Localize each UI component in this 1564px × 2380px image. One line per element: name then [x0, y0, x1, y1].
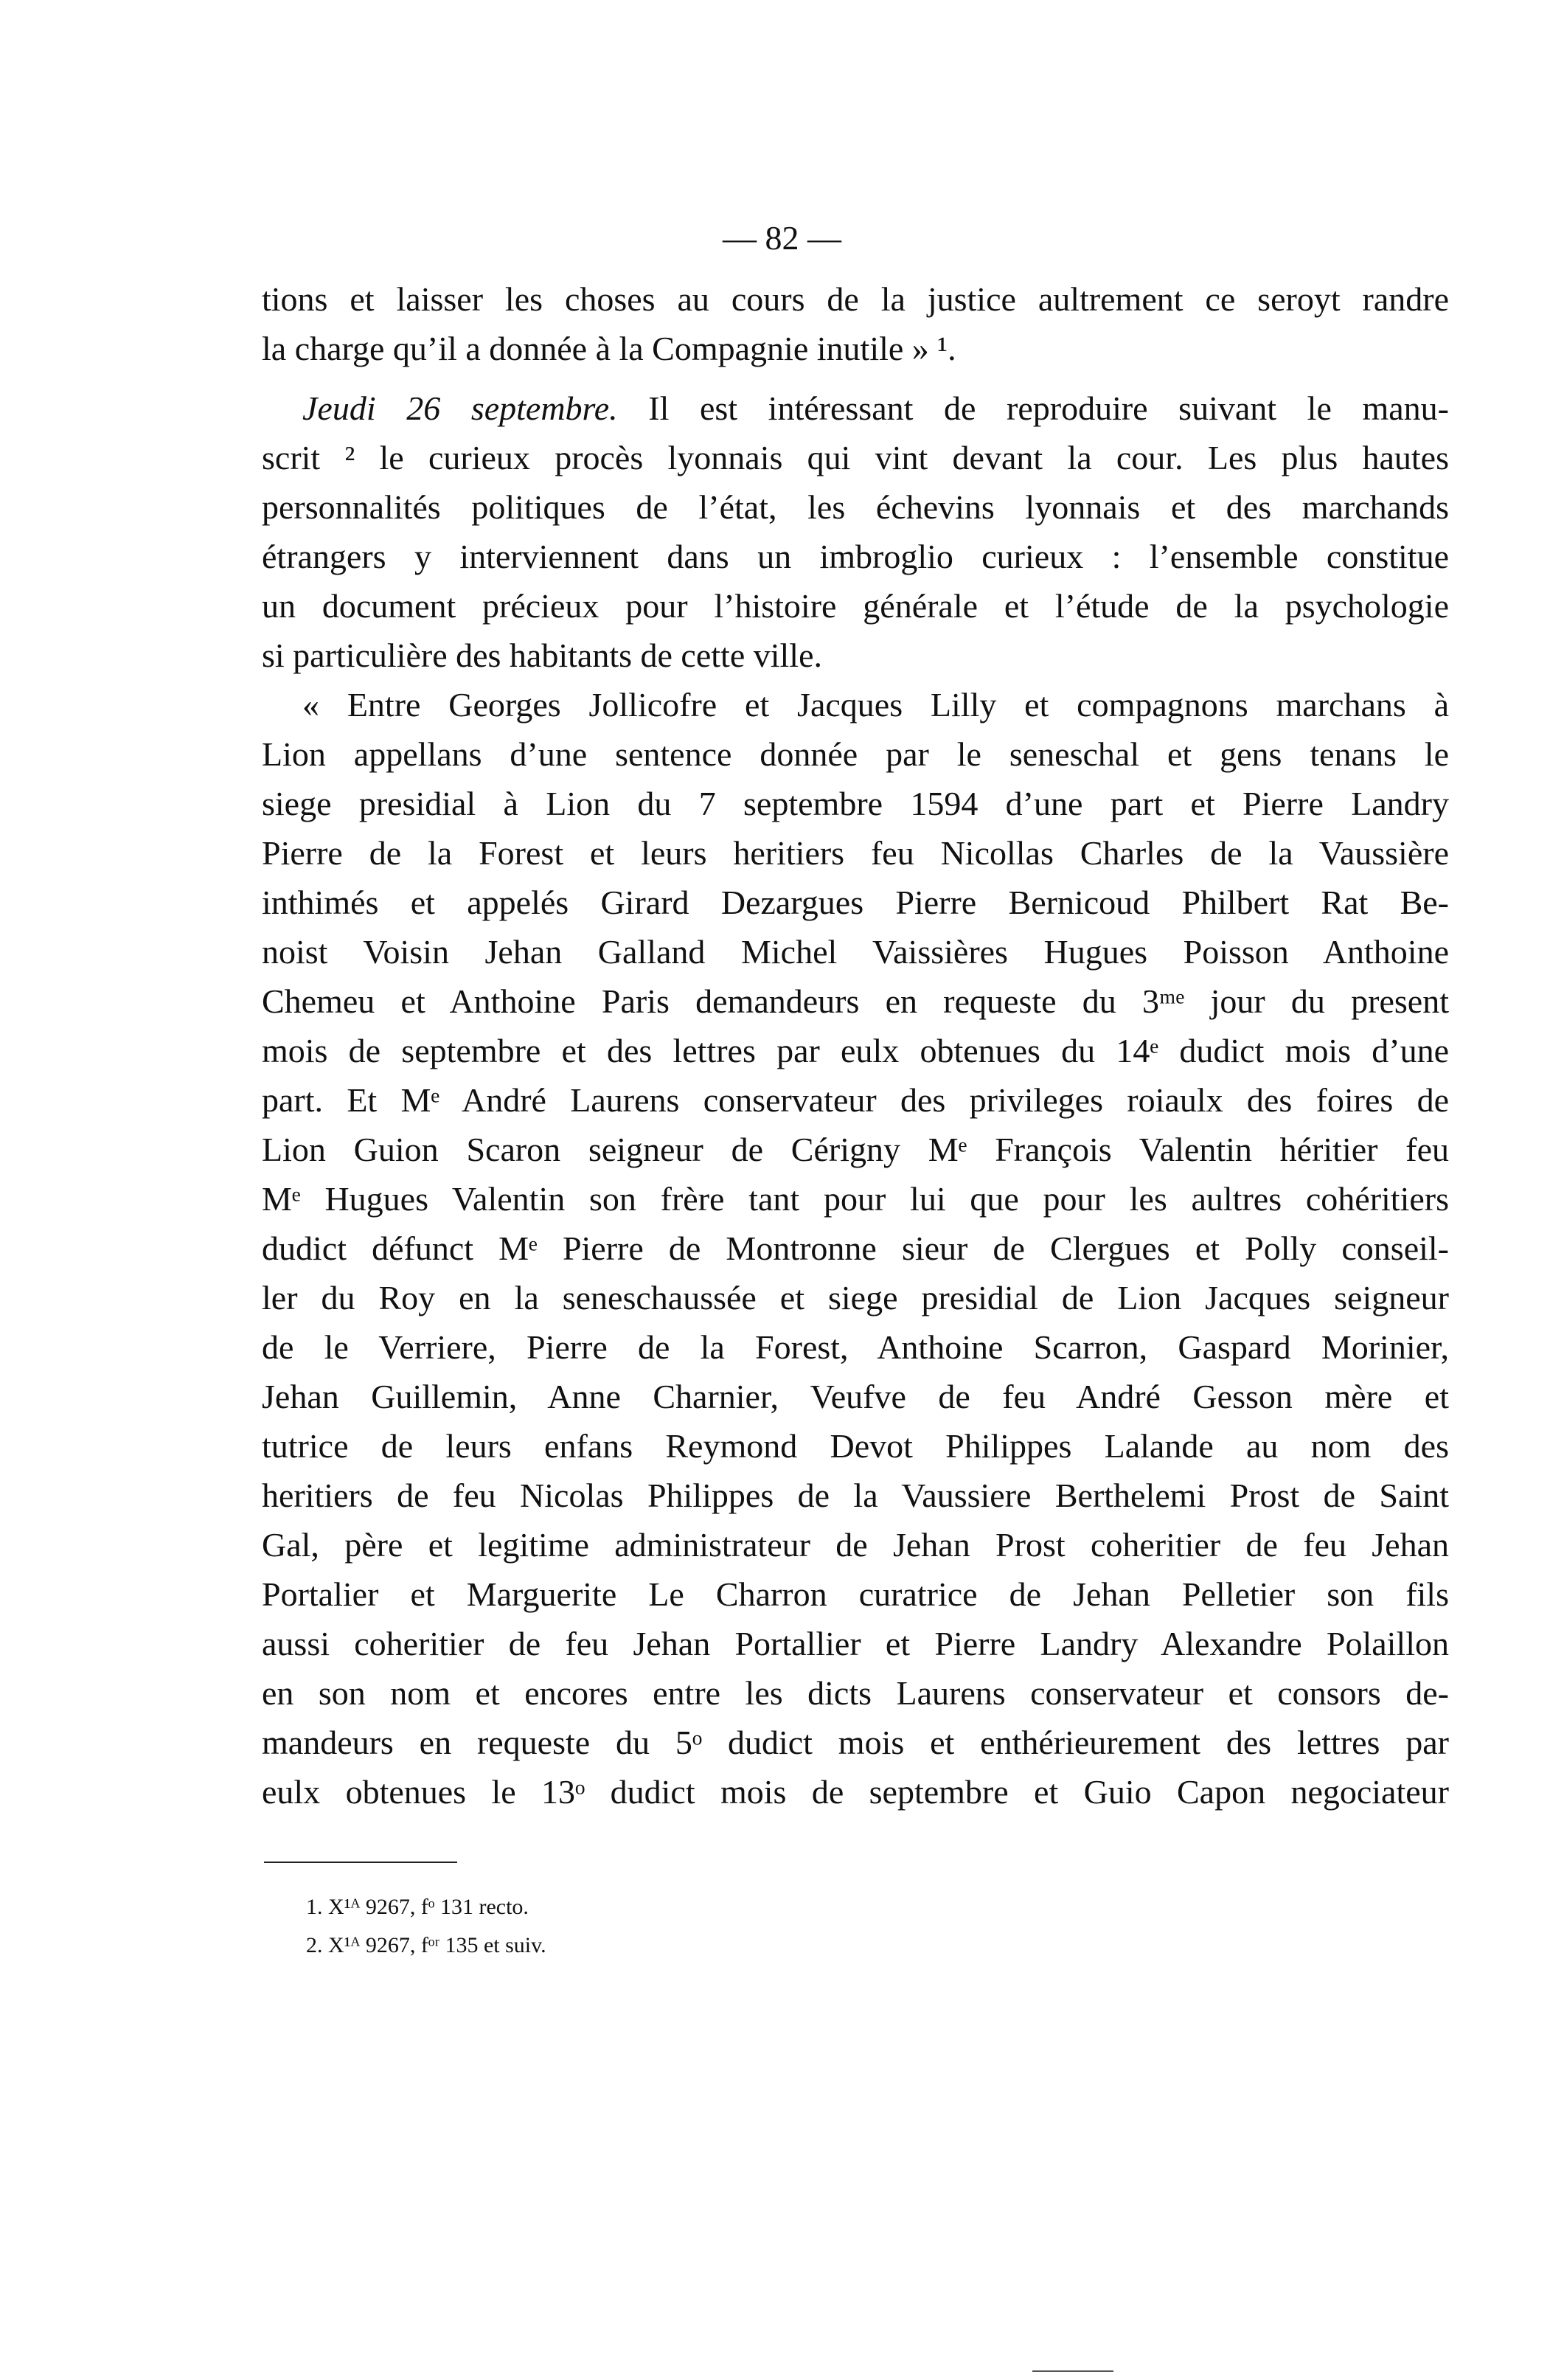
text-line: dudict défunct Mᵉ Pierre de Montronne sieur de Clergues et Polly conseil-	[262, 1229, 1449, 1267]
page-number: — 82 —	[723, 219, 841, 257]
text-line: mandeurs en requeste du 5ᵒ dudict mois et enthérieurement des lettres par	[262, 1724, 1449, 1761]
text-line: aussi coheritier de feu Jehan Portallier et Pierre Landry Alexandre Polaillon	[262, 1625, 1449, 1662]
text-line: tions et laisser les choses au cours de la justice aultrement ce seroyt randre	[262, 280, 1449, 318]
text-line: mois de septembre et des lettres par eulx obtenues du 14ᵉ dudict mois d’une	[262, 1032, 1449, 1069]
text-line: Lion Guion Scaron seigneur de Cérigny Mᵉ François Valentin héritier feu	[262, 1131, 1449, 1168]
text-line: en son nom et encores entre les dicts Laurens conservateur et consors de-	[262, 1674, 1449, 1712]
text-line: noist Voisin Jehan Galland Michel Vaissières Hugues Poisson Anthoine	[262, 933, 1449, 971]
text-line: si particulière des habitants de cette ville.	[262, 636, 822, 674]
text-line: Lion appellans d’une sentence donnée par le seneschal et gens tenans le	[262, 735, 1449, 773]
text-line: Mᵉ Hugues Valentin son frère tant pour lui que pour les aultres cohéritiers	[262, 1180, 1449, 1218]
body-text	[262, 274, 1449, 1817]
text-line: Chemeu et Anthoine Paris demandeurs en requeste du 3ᵐᵉ jour du present	[262, 982, 1449, 1020]
text-line: scrit ² le curieux procès lyonnais qui vint devant la cour. Les plus hautes	[262, 439, 1449, 476]
text-line: eulx obtenues le 13ᵒ dudict mois de septembre et Guio Capon negociateur	[262, 1773, 1449, 1811]
text-line: inthimés et appelés Girard Dezargues Pierre Bernicoud Philbert Rat Be-	[262, 884, 1449, 921]
text-line: Pierre de la Forest et leurs heritiers feu Nicollas Charles de la Vaussière	[262, 834, 1449, 872]
text-line: la charge qu’il a donnée à la Compagnie inutile » ¹.	[262, 330, 956, 367]
text-line: tutrice de leurs enfans Reymond Devot Philippes Lalande au nom des	[262, 1427, 1449, 1465]
text-line: Gal, père et legitime administrateur de Jehan Prost coheritier de feu Jehan	[262, 1526, 1449, 1564]
text-line: siege presidial à Lion du 7 septembre 1594 d’une part et Pierre Landry	[262, 785, 1449, 822]
footnote: 2. X¹ᴬ 9267, fᵒʳ 135 et suiv.	[306, 1933, 546, 1957]
footnote: 1. X¹ᴬ 9267, fᵒ 131 recto.	[306, 1895, 529, 1919]
text-line: heritiers de feu Nicolas Philippes de la Vaussiere Berthelemi Prost de Saint	[262, 1477, 1449, 1514]
text-line: Jehan Guillemin, Anne Charnier, Veufve de feu André Gesson mère et	[262, 1378, 1449, 1415]
bottom-mark	[1032, 2370, 1113, 2372]
text-line: personnalités politiques de l’état, les échevins lyonnais et des marchands	[262, 488, 1449, 526]
text-line: un document précieux pour l’histoire générale et l’étude de la psychologie	[262, 587, 1449, 625]
text-line: Jeudi 26 septembre. Il est intéressant de reproduire suivant le manu-	[302, 389, 1449, 427]
text-line: ler du Roy en la seneschaussée et siege presidial de Lion Jacques seigneur	[262, 1279, 1449, 1316]
footnotes	[306, 1888, 1191, 1965]
text-line: Portalier et Marguerite Le Charron curatrice de Jehan Pelletier son fils	[262, 1575, 1449, 1613]
text-line: « Entre Georges Jollicofre et Jacques Lilly et compagnons marchans à	[302, 686, 1449, 724]
text-line: part. Et Mᵉ André Laurens conservateur des privileges roiaulx des foires de	[262, 1081, 1449, 1119]
text-line: étrangers y interviennent dans un imbroglio curieux : l’ensemble constitue	[262, 538, 1449, 575]
footnote-separator	[264, 1862, 457, 1863]
text-line: de le Verriere, Pierre de la Forest, Anthoine Scarron, Gaspard Morinier,	[262, 1328, 1449, 1366]
